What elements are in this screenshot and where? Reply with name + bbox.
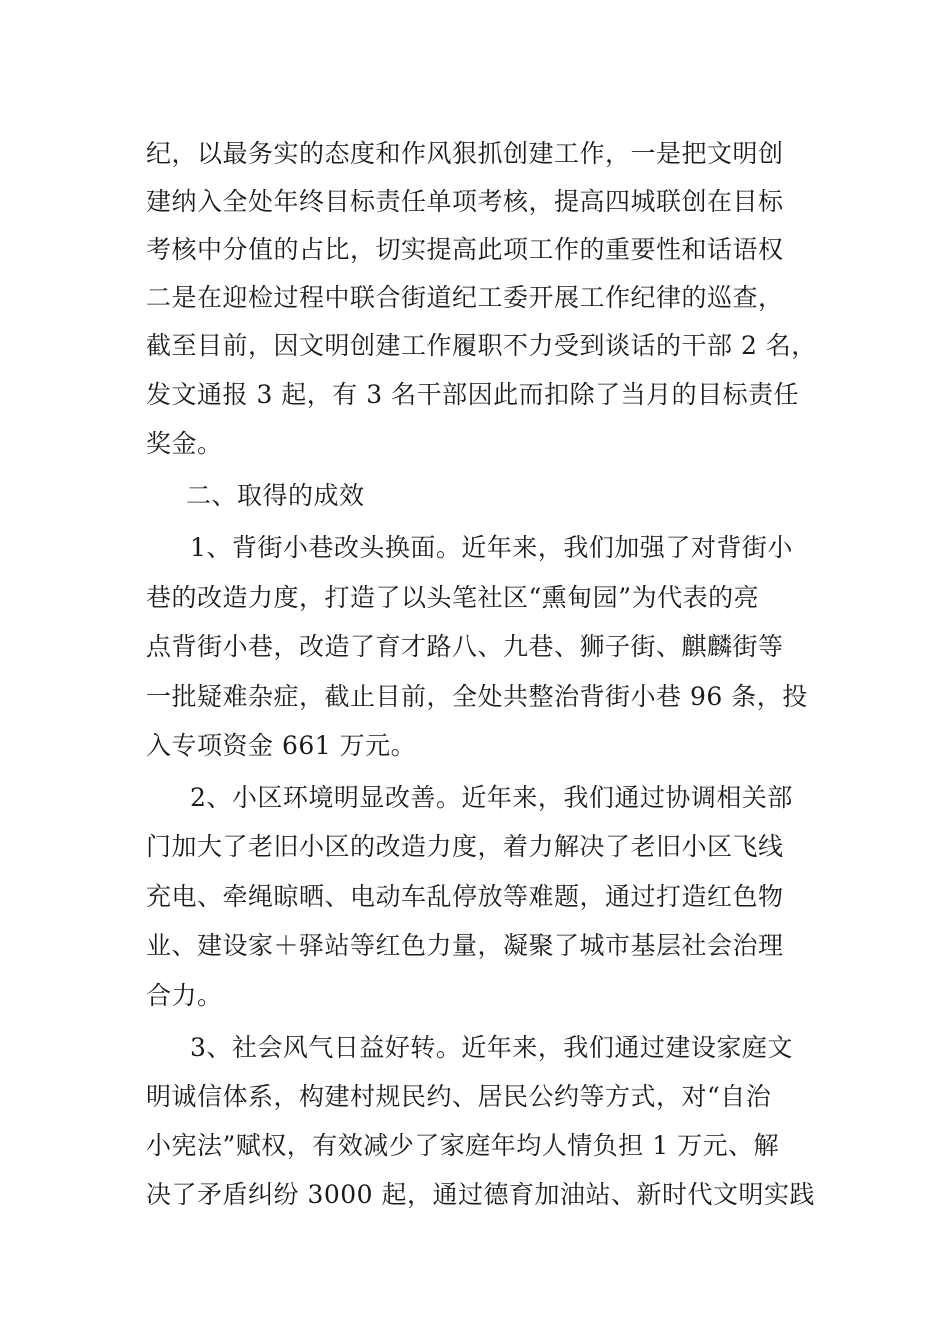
paragraph-line: 决了矛盾纠纷 3000 起，通过德育加油站、新时代文明实践 xyxy=(146,1180,816,1209)
paragraph-line: 截至目前，因文明创建工作履职不力受到谈话的干部 2 名， xyxy=(146,331,817,360)
paragraph-line: 3、社会风气日益好转。近年来，我们通过建设家庭文 xyxy=(190,1033,793,1062)
paragraph-line: 1、背街小巷改头换面。近年来，我们加强了对背街小 xyxy=(190,533,793,562)
paragraph-line: 明诚信体系，构建村规民约、居民公约等方式，对“自治 xyxy=(146,1082,772,1111)
paragraph-line: 入专项资金 661 万元。 xyxy=(146,731,417,760)
paragraph-line: 奖金。 xyxy=(146,429,223,458)
paragraph-line: 合力。 xyxy=(146,981,223,1010)
section-heading: 二、取得的成效 xyxy=(186,481,365,510)
paragraph-line: 业、建设家＋驿站等红色力量，凝聚了城市基层社会治理 xyxy=(146,931,784,960)
paragraph-line: 点背街小巷，改造了育才路八、九巷、狮子街、麒麟街等 xyxy=(146,632,784,661)
paragraph-line: 巷的改造力度，打造了以头笔社区“熏甸园”为代表的亮 xyxy=(146,583,760,612)
paragraph-line: 充电、牵绳晾晒、电动车乱停放等难题，通过打造红色物 xyxy=(146,882,784,911)
paragraph-line: 考核中分值的占比，切实提高此项工作的重要性和话语权 xyxy=(146,235,784,264)
paragraph-line: 建纳入全处年终目标责任单项考核，提高四城联创在目标 xyxy=(146,187,784,216)
paragraph-line: 二是在迎检过程中联合街道纪工委开展工作纪律的巡查， xyxy=(146,283,784,312)
paragraph-line: 发文通报 3 起，有 3 名干部因此而扣除了当月的目标责任 xyxy=(146,380,800,409)
paragraph-line: 一批疑难杂症，截止目前，全处共整治背街小巷 96 条，投 xyxy=(146,682,808,711)
paragraph-line: 门加大了老旧小区的改造力度，着力解决了老旧小区飞线 xyxy=(146,832,784,861)
paragraph-line: 纪，以最务实的态度和作风狠抓创建工作，一是把文明创 xyxy=(146,139,784,168)
paragraph-line: 小宪法”赋权，有效减少了家庭年均人情负担 1 万元、解 xyxy=(146,1131,780,1160)
paragraph-line: 2、小区环境明显改善。近年来，我们通过协调相关部 xyxy=(190,783,793,812)
